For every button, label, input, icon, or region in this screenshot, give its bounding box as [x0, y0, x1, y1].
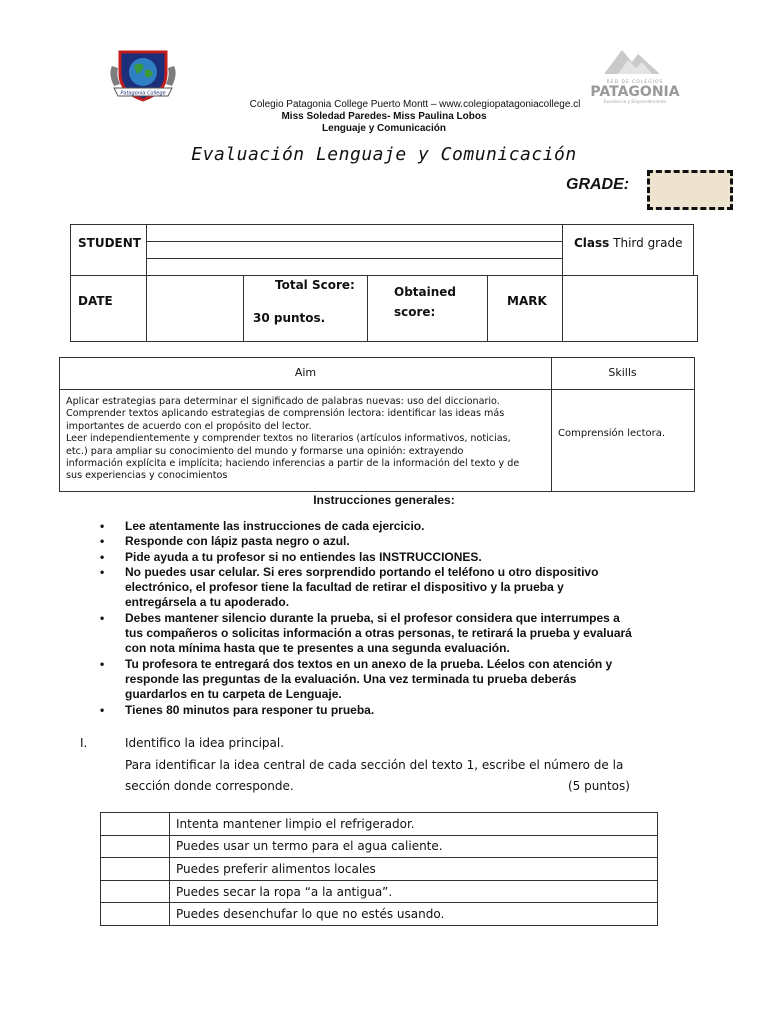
class-value: Third grade [613, 236, 683, 250]
student-name-line-1[interactable] [146, 224, 563, 242]
idea-matching-table [100, 812, 658, 926]
aim-line: sus experiencias y conocimientos [66, 470, 228, 482]
logo-tagline: Excelencia y Emprendimiento [603, 99, 667, 104]
section-number-input[interactable] [101, 880, 170, 903]
aim-line: Comprender textos aplicando estrategias de comprensión lectora: identificar las ideas más [66, 408, 505, 420]
obtained-score-cell [367, 275, 488, 342]
bullet: • [100, 549, 105, 564]
logo-brand-name: PATAGONIA [590, 84, 680, 100]
total-score-cell [243, 275, 368, 342]
table-row [101, 880, 658, 903]
aim-line: etc.) para ampliar su conocimiento del mundo y formarse una opinión: extrayendo [66, 445, 464, 457]
section-number-input[interactable] [101, 858, 170, 881]
bullet: • [100, 702, 105, 717]
student-label-cell [70, 224, 147, 276]
school-crest-logo [106, 44, 180, 106]
skills-value: Comprensión lectora. [558, 428, 666, 439]
idea-text: Intenta mantener limpio el refrigerador. [170, 813, 658, 836]
aim-description [66, 396, 550, 483]
obtained-label-2: score: [394, 305, 436, 319]
page-title: Evaluación Lenguaje y Comunicación [191, 144, 577, 165]
school-info-line: Colegio Patagonia College Puerto Montt – www.colegiopatagoniacollege.cl [249, 99, 581, 110]
date-label: DATE [78, 294, 113, 308]
student-label: STUDENT [78, 236, 141, 250]
section-heading: Identifico la idea principal. [125, 736, 285, 750]
aim-header: Aim [294, 366, 317, 379]
subject-line: Lenguaje y Comunicación [322, 123, 446, 134]
list-item: • Responde con lápiz pasta negro o azul. [100, 534, 350, 549]
section-points: (5 puntos) [568, 779, 630, 793]
section-number-input[interactable] [101, 835, 170, 858]
bullet: • [100, 534, 105, 549]
aim-table [59, 357, 695, 492]
obtained-label-1: Obtained [394, 285, 457, 299]
total-score-label: Total Score: [275, 278, 355, 292]
mark-value-cell[interactable] [562, 275, 698, 342]
idea-text: Puedes desenchufar lo que no estés usando. [170, 903, 658, 926]
section-numeral: I. [80, 736, 88, 750]
crest-ribbon-text: Patagonia College [120, 90, 166, 97]
aim-line: información explícita e implícita; haciendo inferencias a partir de la información del texto y de [66, 458, 520, 470]
list-item: • Pide ayuda a tu profesor si no entiendes las INSTRUCCIONES. [100, 549, 482, 564]
mark-label: MARK [507, 294, 547, 308]
bullet: • [100, 519, 105, 533]
table-row [101, 835, 658, 858]
section-number-input[interactable] [101, 903, 170, 926]
section-number-input[interactable] [101, 813, 170, 836]
student-name-line-2[interactable] [146, 241, 563, 259]
idea-text: Puedes preferir alimentos locales [170, 858, 658, 881]
list-item: • Debes mantener silencio durante la prueba, si el profesor considera que interrumpes a tus compañeros o solicitas información a otras personas, te retirará la prueba y evaluará con nota mínima hasta que te presentes a una segunda evaluación. [100, 610, 632, 656]
list-item: • Tu profesora te entregará dos textos en un anexo de la prueba. Léelos con atención y responde las preguntas de la evaluación. Una vez terminada tu prueba deberás guardarlos en tu carpeta de Lenguaje. [100, 656, 613, 702]
logo-network-label: RED DE COLEGIOS [606, 80, 664, 85]
grade-box[interactable] [647, 170, 733, 210]
bullet: • [100, 564, 105, 579]
list-item: • No puedes usar celular. Si eres sorprendido portando el teléfono u otro dispositivo electrónico, el profesor tiene la facultad de retirar el dispositivo y la prueba y entregársela a tu apoderado. [100, 564, 599, 610]
instructions-title: Instrucciones generales: [313, 493, 455, 507]
class-label: Class [574, 236, 610, 250]
aim-line: Leer independientemente y comprender textos no literarios (artículos informativos, noticias, [66, 433, 511, 445]
section-instruction-2: sección donde corresponde. [125, 779, 294, 793]
idea-text: Puedes usar un termo para el agua caliente. [170, 835, 658, 858]
skills-header: Skills [608, 366, 637, 379]
table-row [101, 903, 658, 926]
table-row [101, 813, 658, 836]
idea-text: Puedes secar la ropa “a la antigua”. [170, 880, 658, 903]
student-name-line-3[interactable] [146, 258, 563, 276]
date-label-cell [70, 275, 147, 342]
mark-label-cell [487, 275, 563, 342]
aim-line: importantes de acuerdo con el propósito del lector. [66, 420, 312, 432]
teachers-line: Miss Soledad Paredes- Miss Paulina Lobos [281, 111, 487, 122]
class-cell [562, 224, 694, 276]
grade-label: GRADE: [566, 176, 630, 193]
list-item: • Tienes 80 minutos para responer tu prueba. [100, 702, 375, 717]
aim-line: Aplicar estrategias para determinar el significado de palabras nuevas: uso del diccionario. [66, 396, 500, 407]
instructions-list [100, 519, 660, 718]
total-score-value: 30 puntos. [253, 311, 326, 325]
table-row [101, 858, 658, 881]
bullet: • [100, 656, 105, 671]
list-item: • Lee atentamente las instrucciones de cada ejercicio. [100, 519, 425, 533]
date-value-cell[interactable] [146, 275, 244, 342]
section-instruction-1: Para identificar la idea central de cada sección del texto 1, escribe el número de la [125, 758, 624, 772]
bullet: • [100, 610, 105, 625]
